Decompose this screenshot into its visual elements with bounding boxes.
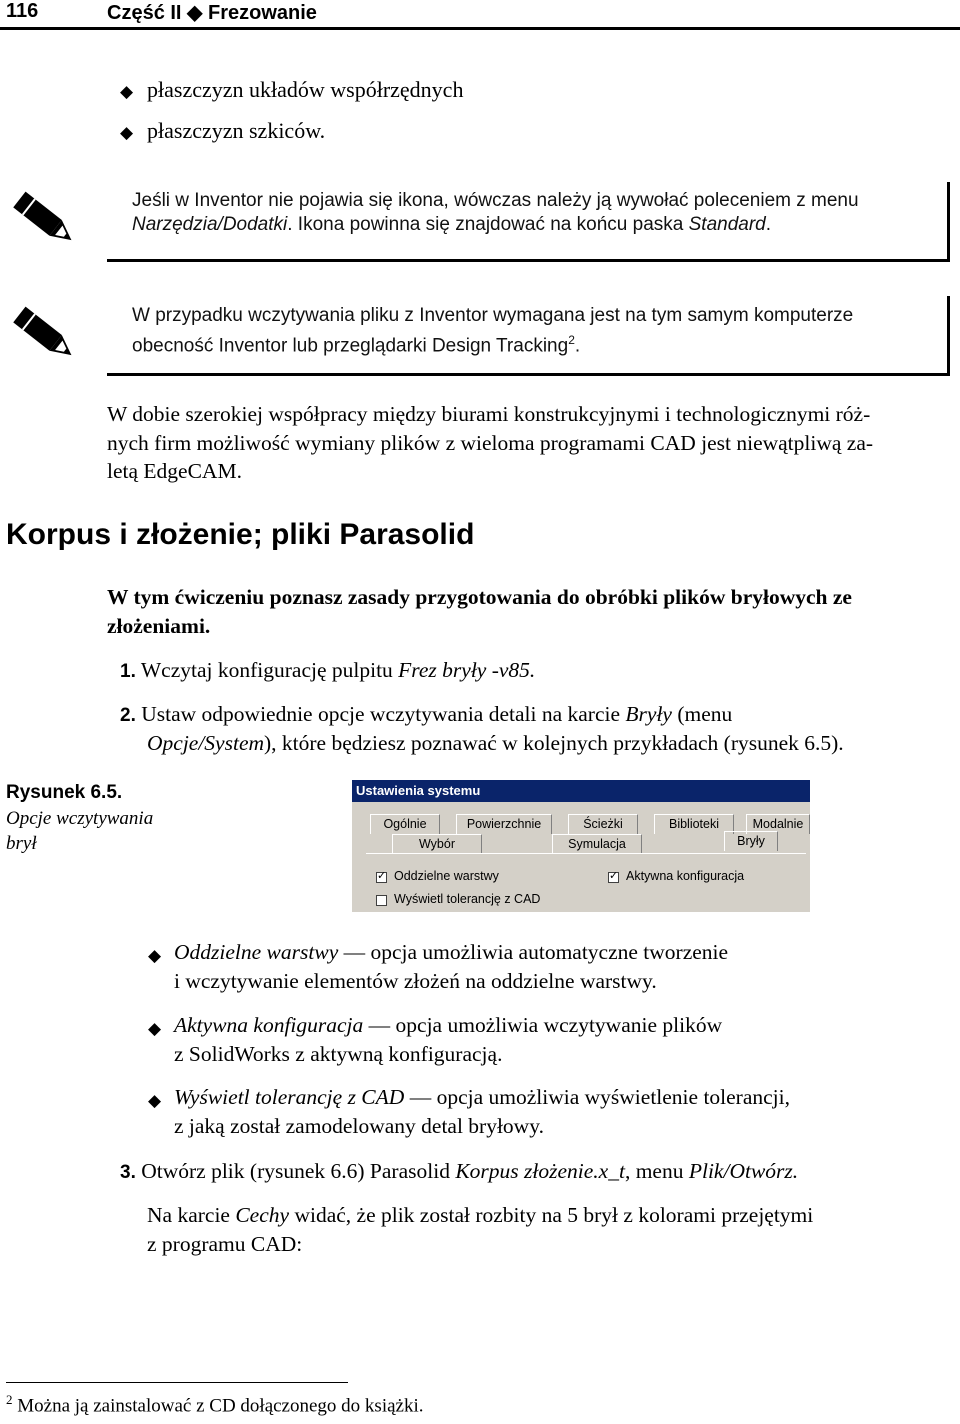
tab-wybor[interactable]: Wybór	[392, 834, 482, 854]
diamond-icon: ◆	[148, 946, 162, 965]
list-item: ◆ Aktywna konfiguracja — opcja umożliwia wczytywanie plików z SolidWorks z aktywną konfiguracją.	[148, 1013, 723, 1066]
pencil-icon	[4, 300, 84, 370]
tab-powierzchnie[interactable]: Powierzchnie	[456, 814, 552, 834]
tab-biblioteki[interactable]: Biblioteki	[654, 814, 734, 834]
tab-sciezki[interactable]: Ścieżki	[568, 814, 638, 834]
tab-panel-edge	[366, 853, 806, 854]
pencil-icon	[4, 185, 84, 255]
tab-symulacja[interactable]: Symulacja	[552, 834, 642, 854]
footnote: $^2$ Można ją zainstalować z CD dołączonego do książki.	[6, 1392, 424, 1417]
checkbox-label: Wyświetl tolerancję z CAD	[394, 892, 541, 906]
footnote-reference[interactable]: 2	[568, 333, 575, 347]
diamond-icon: ◆	[148, 1091, 162, 1110]
step-item: 3. Otwórz plik (rysunek 6.6) Parasolid Korpus złożenie.x_t, menu Plik/Otwórz.	[120, 1159, 799, 1183]
checkbox-wyswietl-tolerancje[interactable]	[376, 895, 387, 906]
paragraph: Na karcie Cechy widać, że plik został rozbity na 5 brył z kolorami przejętymi z programu CAD:	[147, 1203, 814, 1256]
section-heading: Korpus i złożenie; pliki Parasolid	[6, 518, 475, 551]
running-header-section: Część II ◆ Frezowanie	[107, 2, 317, 24]
checkbox-oddzielne-warstwy[interactable]: ✓	[377, 870, 387, 882]
checkbox-label: Aktywna konfiguracja	[626, 869, 745, 883]
page-number: 116	[6, 0, 39, 22]
note-text: Jeśli w Inventor nie pojawia się ikona, wówczas należy ją wywołać poleceniem z menu Narzędzia/Dodatki. Ikona powinna się znajdować na końcu paska Standard.	[132, 190, 859, 235]
figure-caption: Rysunek 6.5. Opcje wczytywania brył	[6, 782, 154, 854]
step-item: 1. Wczytaj konfigurację pulpitu Frez bryły -v85.	[120, 658, 536, 682]
paragraph: W dobie szerokiej współpracy między biurami konstrukcyjnymi i technologicznymi róż- nych firm możliwość wymiany plików z wieloma programami CAD jest niewątpliwą za- letą EdgeCAM.	[107, 402, 874, 483]
checkbox-label: Oddzielne warstwy	[394, 869, 499, 883]
step-item-continuation: Opcje/System), które będziesz poznawać w kolejnych przykładach (rysunek 6.5).	[147, 731, 844, 755]
footnote-rule	[6, 1382, 348, 1383]
tab-modalnie[interactable]: Modalnie	[746, 814, 810, 834]
list-item: ◆ Wyświetl tolerancję z CAD — opcja umożliwia wyświetlenie tolerancji, z jaką został zamodelowany detal bryłowy.	[148, 1085, 791, 1138]
note-text: W przypadku wczytywania pliku z Inventor wymagana jest na tym samym komputerze obecność Inventor lub przeglądarki Design Tracking$^2$.	[132, 305, 854, 357]
lead-paragraph: W tym ćwiczeniu poznasz zasady przygotowania do obróbki plików bryłowych ze złożeniami.	[107, 585, 852, 638]
diamond-icon: ◆	[148, 1019, 162, 1038]
list-item: ◆ Oddzielne warstwy — opcja umożliwia automatyczne tworzenie i wczytywanie elementów złożeń na oddzielne warstwy.	[148, 940, 729, 993]
dialog-titlebar: Ustawienia systemu	[352, 780, 810, 802]
header-rule	[0, 27, 960, 30]
tab-ogolnie[interactable]: Ogólnie	[370, 814, 440, 834]
checkbox-aktywna-konfiguracja[interactable]: ✓	[609, 870, 619, 882]
tab-bryly[interactable]: Bryły	[724, 831, 778, 851]
diamond-icon: ◆	[120, 123, 134, 142]
dialog-screenshot	[352, 780, 810, 912]
diamond-icon: ◆	[120, 82, 134, 101]
step-item: 2. Ustaw odpowiednie opcje wczytywania detali na karcie Bryły (menu	[120, 702, 733, 726]
